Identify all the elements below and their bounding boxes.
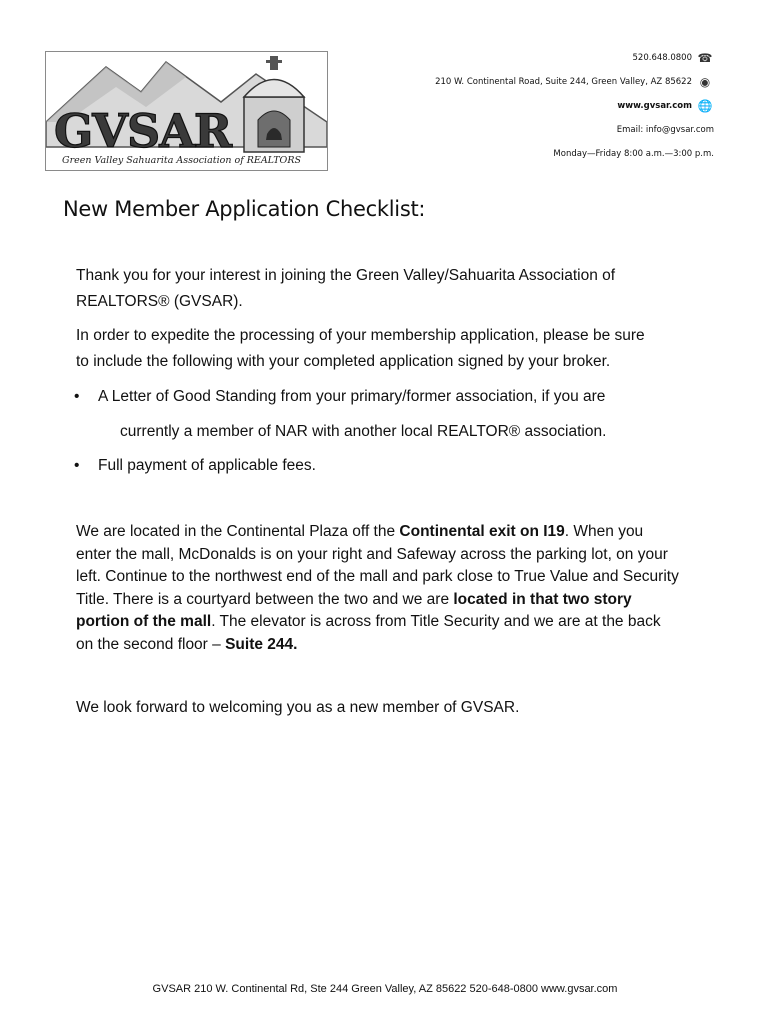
footer: GVSAR 210 W. Continental Rd, Ste 244 Green Valley, AZ 85622 520-648-0800 www.gvsar.com (152, 983, 618, 995)
location-pin-icon: ◉ (699, 75, 711, 89)
contact-address-row (374, 76, 714, 88)
location-bold-exit: Continental exit on I19 (399, 523, 565, 540)
checklist-item-letter-text: A Letter of Good Standing from your primary/former association, if you are (98, 388, 606, 405)
location-paragraph (76, 521, 682, 656)
checklist-item-letter (74, 384, 674, 410)
location-text-3: . The elevator is across from Title Security and we are at the back on the second floor – (76, 613, 661, 653)
contact-website[interactable]: www.gvsar.com (617, 101, 692, 111)
contact-phone: 520.648.0800 (632, 53, 692, 63)
intro-line-1: Thank you for your interest in joining the Green Valley/Sahuarita Association of (76, 267, 616, 284)
contact-hours-row (374, 148, 714, 160)
logo-acronym: GVSAR (54, 104, 232, 158)
checklist-item-fees-text: Full payment of applicable fees. (98, 457, 316, 474)
page-title: New Member Application Checklist: (63, 197, 426, 221)
contact-website-row (374, 100, 714, 112)
logo-tagline: Green Valley Sahuarita Association of REALTORS (62, 155, 301, 166)
bullet-icon: • (74, 388, 80, 405)
checklist-item-letter-cont: currently a member of NAR with another local REALTOR® association. (120, 423, 607, 440)
intro-line-4: to include the following with your completed application signed by your broker. (76, 353, 611, 370)
globe-icon: 🌐 (697, 99, 713, 113)
contact-hours: Monday—Friday 8:00 a.m.—3:00 p.m. (553, 149, 714, 159)
checklist-item-fees (74, 453, 674, 479)
bullet-icon: • (74, 457, 80, 474)
bell-tower-graphic (244, 56, 304, 152)
location-text-1: We are located in the Continental Plaza off the (76, 523, 400, 540)
intro-line-2: REALTORS® (GVSAR). (76, 293, 243, 310)
location-bold-portion: located in that two story portion of the mall (76, 590, 632, 630)
contact-email-row (374, 124, 714, 136)
gvsar-logo (45, 51, 328, 171)
intro-line-3: In order to expedite the processing of your membership application, please be sure (76, 327, 645, 344)
phone-icon: ☎ (697, 51, 713, 65)
contact-email[interactable]: Email: info@gvsar.com (616, 125, 714, 135)
contact-address: 210 W. Continental Road, Suite 244, Green Valley, AZ 85622 (435, 77, 692, 87)
location-text-2: . When you enter the mall, McDonalds is on your right and Safeway across the parking lot, on your left. Continue to the northwest end of the mall and park close to True Value and Security Title. There is a courtyard between the two and we are (76, 523, 679, 608)
closing-line: We look forward to welcoming you as a new member of GVSAR. (76, 699, 520, 716)
location-bold-suite: Suite 244. (225, 635, 298, 653)
contact-phone-row (374, 52, 714, 64)
contact-block (374, 52, 714, 172)
